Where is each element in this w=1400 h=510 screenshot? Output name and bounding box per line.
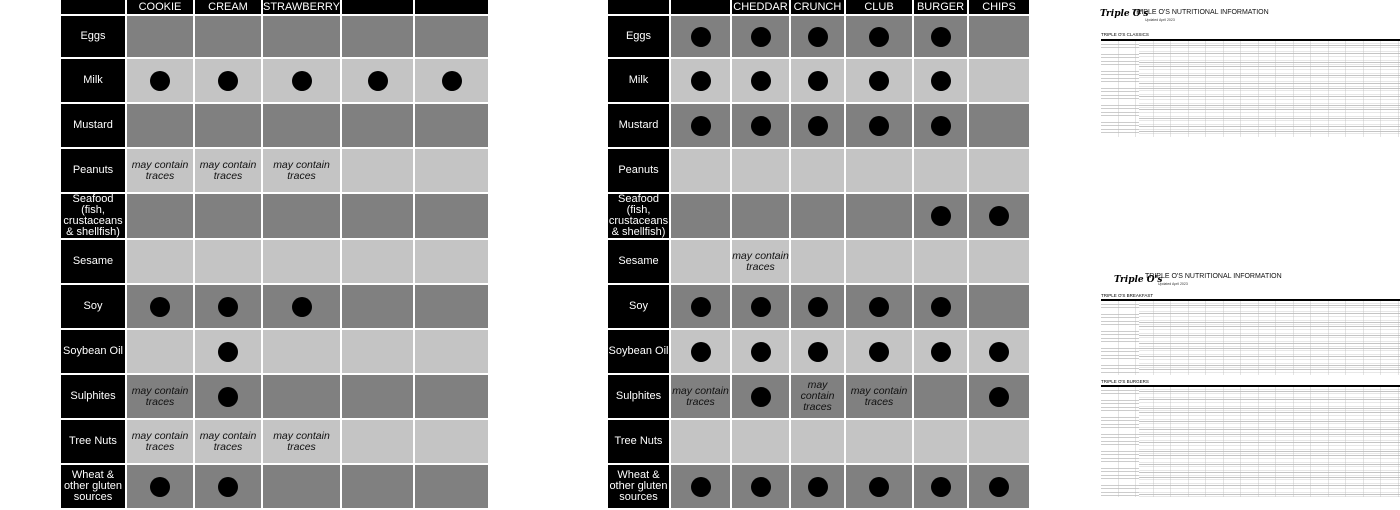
contains-allergen-cell <box>791 16 844 57</box>
contains-dot-icon <box>218 297 238 317</box>
contains-dot-icon <box>869 71 889 91</box>
contains-allergen-cell <box>914 59 967 102</box>
empty-cell <box>846 420 912 463</box>
allergen-label: Sesame <box>61 240 125 283</box>
contains-dot-icon <box>931 206 951 226</box>
contains-allergen-cell <box>671 104 730 147</box>
allergen-row-tree-nuts <box>61 420 488 463</box>
allergen-label: Wheat & other gluten sources <box>608 465 669 508</box>
contains-allergen-cell <box>969 194 1029 238</box>
allergen-row-eggs <box>61 16 488 57</box>
allergen-row-sesame <box>61 240 488 283</box>
allergen-row-milk <box>61 59 488 102</box>
empty-cell <box>415 16 488 57</box>
allergen-row-peanuts <box>608 149 1029 192</box>
empty-cell <box>969 104 1029 147</box>
empty-cell <box>263 465 340 508</box>
empty-cell <box>846 240 912 283</box>
empty-cell <box>791 194 844 238</box>
may-contain-cell <box>127 375 193 418</box>
contains-dot-icon <box>218 71 238 91</box>
section-heading: TRIPLE O'S BURGERS <box>1101 379 1149 384</box>
allergen-row-seafood-fish-crustaceans-shellfish <box>61 194 488 238</box>
contains-dot-icon <box>150 477 170 497</box>
allergen-row-eggs <box>608 16 1029 57</box>
empty-cell <box>914 420 967 463</box>
allergen-row-peanuts <box>61 149 488 192</box>
empty-cell <box>342 420 413 463</box>
empty-cell <box>415 149 488 192</box>
allergen-chart-middle <box>606 0 1031 510</box>
empty-cell <box>671 240 730 283</box>
empty-cell <box>732 420 789 463</box>
contains-allergen-cell <box>969 465 1029 508</box>
empty-cell <box>671 420 730 463</box>
section-heading: TRIPLE O'S BREAKFAST <box>1101 293 1154 298</box>
allergen-label: Milk <box>608 59 669 102</box>
contains-dot-icon <box>808 297 828 317</box>
allergen-row-wheat-other-gluten-sources <box>608 465 1029 508</box>
contains-allergen-cell <box>732 16 789 57</box>
empty-cell <box>415 465 488 508</box>
contains-allergen-cell <box>914 285 967 328</box>
contains-allergen-cell <box>732 375 789 418</box>
empty-cell <box>127 194 193 238</box>
contains-allergen-cell <box>342 59 413 102</box>
may-contain-cell <box>195 149 261 192</box>
empty-cell <box>127 330 193 373</box>
contains-allergen-cell <box>732 59 789 102</box>
empty-cell <box>671 149 730 192</box>
empty-cell <box>342 194 413 238</box>
header-corner <box>608 0 669 14</box>
empty-cell <box>263 104 340 147</box>
allergen-row-sulphites <box>61 375 488 418</box>
allergen-chart-left <box>59 0 490 510</box>
contains-dot-icon <box>691 477 711 497</box>
empty-cell <box>342 104 413 147</box>
contains-allergen-cell <box>127 59 193 102</box>
contains-dot-icon <box>751 387 771 407</box>
contains-dot-icon <box>751 71 771 91</box>
allergen-row-soy <box>61 285 488 328</box>
empty-cell <box>846 194 912 238</box>
nutrition-sheet-thumbnail-2[interactable] <box>1100 268 1400 500</box>
may-contain-text: may contain traces <box>273 429 330 453</box>
contains-dot-icon <box>931 71 951 91</box>
contains-dot-icon <box>808 71 828 91</box>
empty-cell <box>732 194 789 238</box>
contains-dot-icon <box>691 27 711 47</box>
contains-allergen-cell <box>732 104 789 147</box>
contains-dot-icon <box>989 477 1009 497</box>
empty-cell <box>342 240 413 283</box>
contains-allergen-cell <box>914 465 967 508</box>
empty-cell <box>263 330 340 373</box>
contains-allergen-cell <box>732 285 789 328</box>
contains-dot-icon <box>869 297 889 317</box>
brand-logo: Triple O's <box>1100 9 1149 19</box>
empty-cell <box>969 420 1029 463</box>
allergen-label: Milk <box>61 59 125 102</box>
allergen-label: Mustard <box>61 104 125 147</box>
allergen-label: Soybean Oil <box>608 330 669 373</box>
empty-cell <box>914 149 967 192</box>
may-contain-text: may contain traces <box>131 158 189 182</box>
may-contain-text: may contain traces <box>131 429 189 453</box>
column-header-cream: CREAM <box>195 0 261 14</box>
allergen-label: Soy <box>61 285 125 328</box>
empty-cell <box>127 104 193 147</box>
allergen-table-middle <box>606 0 1031 510</box>
allergen-label: Sesame <box>608 240 669 283</box>
contains-dot-icon <box>751 116 771 136</box>
contains-allergen-cell <box>732 330 789 373</box>
empty-cell <box>732 149 789 192</box>
contains-dot-icon <box>218 387 238 407</box>
allergen-label: Eggs <box>608 16 669 57</box>
contains-allergen-cell <box>415 59 488 102</box>
contains-dot-icon <box>442 71 462 91</box>
empty-cell <box>791 149 844 192</box>
contains-allergen-cell <box>263 59 340 102</box>
empty-cell <box>846 149 912 192</box>
empty-cell <box>127 240 193 283</box>
contains-allergen-cell <box>914 104 967 147</box>
contains-dot-icon <box>150 297 170 317</box>
column-header-blank <box>671 0 730 14</box>
allergen-label: Soy <box>608 285 669 328</box>
contains-dot-icon <box>691 342 711 362</box>
empty-cell <box>415 240 488 283</box>
column-header-burger: BURGER <box>914 0 967 14</box>
contains-dot-icon <box>869 342 889 362</box>
contains-dot-icon <box>808 116 828 136</box>
section-heading: TRIPLE O'S CLASSICS <box>1101 32 1149 37</box>
contains-allergen-cell <box>914 330 967 373</box>
allergen-row-tree-nuts <box>608 420 1029 463</box>
empty-cell <box>415 420 488 463</box>
contains-dot-icon <box>751 342 771 362</box>
empty-cell <box>342 149 413 192</box>
may-contain-text: may contain traces <box>273 158 330 182</box>
empty-cell <box>914 375 967 418</box>
contains-dot-icon <box>218 342 238 362</box>
contains-allergen-cell <box>914 194 967 238</box>
may-contain-text: may contain traces <box>131 384 189 408</box>
empty-cell <box>263 240 340 283</box>
contains-allergen-cell <box>791 285 844 328</box>
contains-dot-icon <box>931 297 951 317</box>
contains-allergen-cell <box>791 330 844 373</box>
contains-allergen-cell <box>791 104 844 147</box>
may-contain-cell <box>671 375 730 418</box>
contains-dot-icon <box>989 206 1009 226</box>
contains-allergen-cell <box>671 59 730 102</box>
allergen-label: Seafood (fish, crustaceans & shellfish) <box>61 194 125 238</box>
column-header-cheddar: CHEDDAR <box>733 1 788 13</box>
contains-dot-icon <box>751 27 771 47</box>
empty-cell <box>969 285 1029 328</box>
may-contain-text: may contain traces <box>800 379 835 413</box>
contains-dot-icon <box>869 116 889 136</box>
column-header-club: CLUB <box>846 0 912 14</box>
may-contain-cell <box>127 149 193 192</box>
allergen-label: Peanuts <box>61 149 125 192</box>
allergen-row-mustard <box>608 104 1029 147</box>
contains-allergen-cell <box>846 285 912 328</box>
empty-cell <box>263 375 340 418</box>
may-contain-text: may contain traces <box>672 384 729 408</box>
contains-dot-icon <box>869 477 889 497</box>
header-corner <box>61 0 125 14</box>
empty-cell <box>195 240 261 283</box>
contains-allergen-cell <box>791 465 844 508</box>
empty-cell <box>914 240 967 283</box>
contains-allergen-cell <box>127 285 193 328</box>
allergen-label: Wheat & other gluten sources <box>61 465 125 508</box>
allergen-label: Soybean Oil <box>61 330 125 373</box>
contains-dot-icon <box>691 116 711 136</box>
contains-dot-icon <box>931 342 951 362</box>
contains-allergen-cell <box>127 465 193 508</box>
empty-cell <box>791 420 844 463</box>
allergen-row-milk <box>608 59 1029 102</box>
empty-cell <box>969 59 1029 102</box>
contains-allergen-cell <box>846 330 912 373</box>
sheet-updated-date: Updated April 2023 <box>1158 282 1188 286</box>
contains-dot-icon <box>368 71 388 91</box>
contains-dot-icon <box>931 477 951 497</box>
empty-cell <box>127 16 193 57</box>
allergen-label: Tree Nuts <box>608 420 669 463</box>
contains-allergen-cell <box>195 59 261 102</box>
contains-allergen-cell <box>195 330 261 373</box>
empty-cell <box>195 194 261 238</box>
contains-allergen-cell <box>195 375 261 418</box>
allergen-row-sesame <box>608 240 1029 283</box>
column-header-blank <box>342 0 413 14</box>
may-contain-cell <box>127 420 193 463</box>
contains-dot-icon <box>150 71 170 91</box>
contains-allergen-cell <box>846 59 912 102</box>
nutrition-table <box>1101 39 1400 137</box>
contains-dot-icon <box>989 387 1009 407</box>
sheet-title: TRIPLE O'S NUTRITIONAL INFORMATION <box>1132 9 1269 16</box>
allergen-row-wheat-other-gluten-sources <box>61 465 488 508</box>
empty-cell <box>342 330 413 373</box>
contains-dot-icon <box>931 116 951 136</box>
nutrition-table <box>1101 385 1400 497</box>
contains-allergen-cell <box>671 465 730 508</box>
nutrition-sheet-thumbnail-1[interactable] <box>1100 4 1400 139</box>
contains-allergen-cell <box>969 330 1029 373</box>
empty-cell <box>415 194 488 238</box>
contains-allergen-cell <box>671 285 730 328</box>
empty-cell <box>791 240 844 283</box>
empty-cell <box>195 104 261 147</box>
column-header-blank <box>415 0 488 14</box>
contains-allergen-cell <box>671 16 730 57</box>
contains-dot-icon <box>808 477 828 497</box>
allergen-row-sulphites <box>608 375 1029 418</box>
contains-allergen-cell <box>914 16 967 57</box>
contains-dot-icon <box>292 297 312 317</box>
contains-dot-icon <box>751 477 771 497</box>
may-contain-cell <box>263 420 340 463</box>
may-contain-text: may contain traces <box>732 249 789 273</box>
contains-allergen-cell <box>846 104 912 147</box>
column-header-crunch: CRUNCH <box>791 0 844 14</box>
may-contain-cell <box>791 375 844 418</box>
empty-cell <box>969 16 1029 57</box>
contains-dot-icon <box>808 342 828 362</box>
may-contain-text: may contain traces <box>199 429 257 453</box>
empty-cell <box>342 16 413 57</box>
contains-dot-icon <box>292 71 312 91</box>
may-contain-text: may contain traces <box>199 158 257 182</box>
empty-cell <box>671 194 730 238</box>
empty-cell <box>969 149 1029 192</box>
contains-allergen-cell <box>263 285 340 328</box>
contains-allergen-cell <box>732 465 789 508</box>
contains-allergen-cell <box>671 330 730 373</box>
allergen-table-left <box>59 0 490 510</box>
contains-dot-icon <box>931 27 951 47</box>
empty-cell <box>415 330 488 373</box>
column-header-chips: CHIPS <box>969 0 1029 14</box>
contains-dot-icon <box>808 27 828 47</box>
empty-cell <box>969 240 1029 283</box>
empty-cell <box>415 375 488 418</box>
empty-cell <box>415 104 488 147</box>
contains-dot-icon <box>869 27 889 47</box>
contains-allergen-cell <box>195 465 261 508</box>
contains-dot-icon <box>989 342 1009 362</box>
empty-cell <box>263 194 340 238</box>
sheet-updated-date: Updated April 2023 <box>1145 18 1175 22</box>
allergen-label: Sulphites <box>608 375 669 418</box>
contains-allergen-cell <box>969 375 1029 418</box>
allergen-label: Tree Nuts <box>61 420 125 463</box>
contains-allergen-cell <box>195 285 261 328</box>
allergen-label: Sulphites <box>61 375 125 418</box>
allergen-row-seafood-fish-crustaceans-shellfish <box>608 194 1029 238</box>
column-header-strawberry: STRAWBERRY <box>263 1 341 13</box>
may-contain-cell <box>195 420 261 463</box>
may-contain-cell <box>732 240 789 283</box>
nutrition-table <box>1101 299 1400 375</box>
contains-dot-icon <box>691 71 711 91</box>
allergen-label: Seafood (fish, crustaceans & shellfish) <box>608 194 669 238</box>
sheet-title: TRIPLE O'S NUTRITIONAL INFORMATION <box>1145 273 1282 280</box>
allergen-label: Eggs <box>61 16 125 57</box>
may-contain-text: may contain traces <box>850 384 908 408</box>
allergen-label: Mustard <box>608 104 669 147</box>
may-contain-cell <box>846 375 912 418</box>
allergen-row-soy <box>608 285 1029 328</box>
contains-allergen-cell <box>846 465 912 508</box>
empty-cell <box>195 16 261 57</box>
allergen-row-soybean-oil <box>61 330 488 373</box>
allergen-label: Peanuts <box>608 149 669 192</box>
contains-dot-icon <box>751 297 771 317</box>
column-header-cookie: COOKIE <box>127 0 193 14</box>
contains-allergen-cell <box>791 59 844 102</box>
allergen-row-soybean-oil <box>608 330 1029 373</box>
contains-dot-icon <box>691 297 711 317</box>
brand-logo: Triple O's <box>1114 275 1163 285</box>
may-contain-cell <box>263 149 340 192</box>
empty-cell <box>342 285 413 328</box>
allergen-row-mustard <box>61 104 488 147</box>
contains-allergen-cell <box>846 16 912 57</box>
contains-dot-icon <box>218 477 238 497</box>
empty-cell <box>263 16 340 57</box>
empty-cell <box>342 375 413 418</box>
empty-cell <box>415 285 488 328</box>
empty-cell <box>342 465 413 508</box>
